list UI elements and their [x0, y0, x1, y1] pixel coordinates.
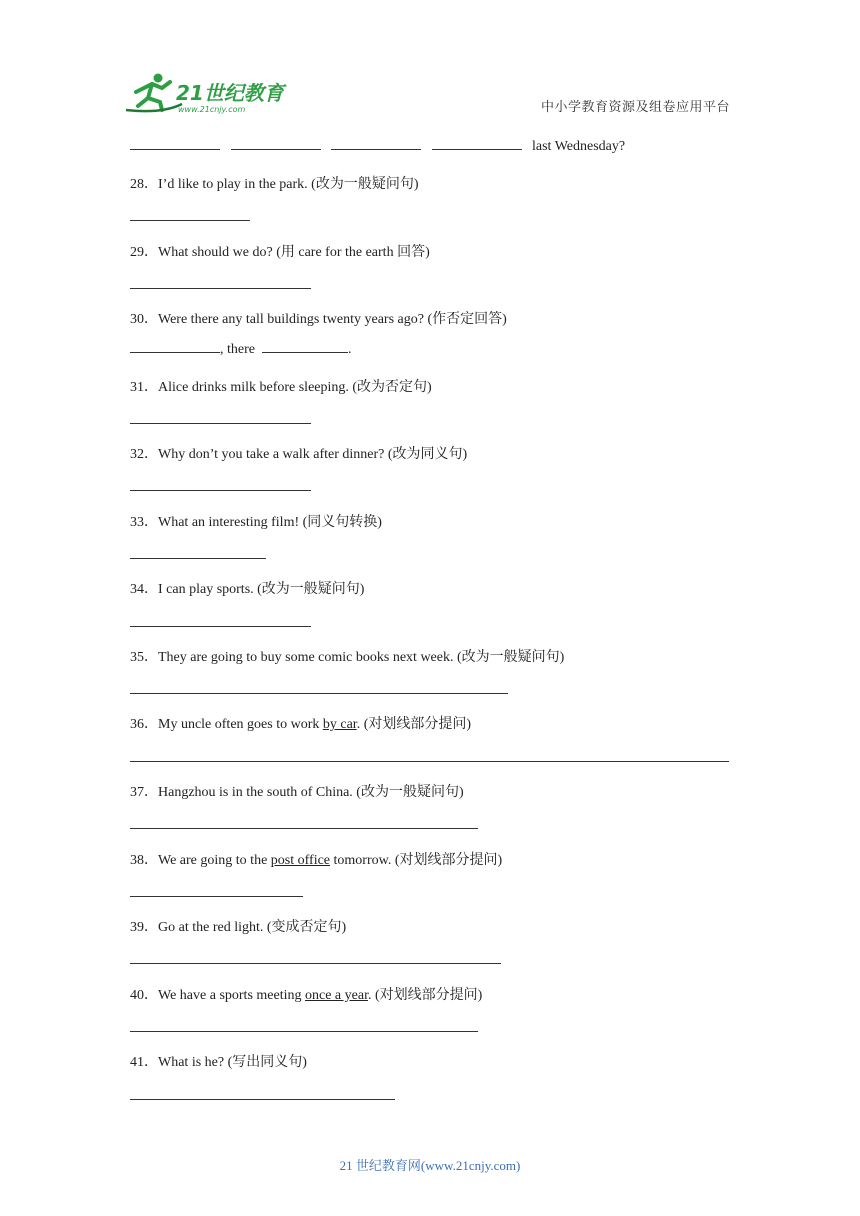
answer-blank[interactable]: [130, 148, 220, 150]
question-text: Alice drinks milk before sleeping. (改为否定句): [158, 380, 432, 395]
answer-line[interactable]: [130, 1031, 478, 1032]
answer-line[interactable]: [130, 761, 729, 762]
answer-line[interactable]: [130, 896, 303, 897]
question-33: [130, 511, 382, 531]
question-instruction: . (对划线部分提问): [367, 988, 483, 1003]
question-34: [130, 578, 364, 598]
answer-line[interactable]: [130, 626, 311, 627]
question-39: [130, 916, 346, 936]
question-36: [130, 713, 471, 733]
question-text: We have a sports meeting: [158, 988, 305, 1003]
question-31: [130, 376, 432, 396]
answer-line[interactable]: [130, 558, 266, 559]
question-number: 29．: [130, 245, 158, 260]
answer-blank[interactable]: [331, 148, 421, 150]
question-29: [130, 241, 430, 261]
site-logo: [122, 70, 292, 116]
question-number: 34．: [130, 582, 158, 597]
question-number: 38．: [130, 853, 158, 868]
question-28: [130, 173, 419, 193]
question-instruction: tomorrow. (对划线部分提问): [330, 853, 503, 868]
question-text: Why don’t you take a walk after dinner? (改为同义句): [158, 447, 468, 462]
question-text: Go at the red light. (变成否定句): [158, 920, 347, 935]
question-number: 39．: [130, 920, 158, 935]
q30-answer-line: [130, 342, 351, 358]
answer-line[interactable]: [130, 1099, 395, 1100]
answer-line[interactable]: [130, 423, 311, 424]
question-text: They are going to buy some comic books next week. (改为一般疑问句): [158, 650, 565, 665]
q30-end-text: .: [347, 342, 352, 357]
underlined-phrase: once a year: [305, 988, 368, 1003]
question-number: 35．: [130, 650, 158, 665]
question-instruction: . (对划线部分提问): [356, 717, 472, 732]
header-platform-text: 中小学教育资源及组卷应用平台: [540, 100, 730, 115]
question-number: 40．: [130, 988, 158, 1003]
question-32: [130, 443, 467, 463]
answer-line[interactable]: [130, 963, 501, 964]
question-37: [130, 781, 464, 801]
question-number: 36．: [130, 717, 158, 732]
page-footer: 21 世纪教育网(www.21cnjy.com): [339, 1158, 521, 1173]
answer-line[interactable]: [130, 220, 250, 221]
answer-blank[interactable]: [262, 351, 348, 353]
question-text: My uncle often goes to work: [158, 717, 323, 732]
q27-suffix: last Wednesday?: [532, 139, 626, 154]
question-text: I’d like to play in the park. (改为一般疑问句): [158, 177, 419, 192]
answer-blank[interactable]: [432, 148, 522, 150]
question-number: 30．: [130, 312, 158, 327]
answer-line[interactable]: [130, 828, 478, 829]
answer-line[interactable]: [130, 490, 311, 491]
question-30: [130, 308, 507, 328]
q30-middle-text: , there: [220, 342, 255, 357]
question-text: We are going to the: [158, 853, 271, 868]
question-number: 41．: [130, 1055, 158, 1070]
question-text: What an interesting film! (同义句转换): [158, 515, 382, 530]
answer-blank[interactable]: [130, 351, 220, 353]
underlined-phrase: post office: [270, 853, 331, 868]
underlined-phrase: by car: [322, 717, 357, 732]
question-text: What should we do? (用 care for the earth 回答): [158, 245, 430, 260]
question-number: 32．: [130, 447, 158, 462]
answer-line[interactable]: [130, 693, 508, 694]
question-41: [130, 1051, 307, 1071]
answer-line[interactable]: [130, 288, 311, 289]
question-text: Hangzhou is in the south of China. (改为一般疑问句): [158, 785, 464, 800]
svg-text:www.21cnjy.com: www.21cnjy.com: [178, 105, 246, 114]
question-text: Were there any tall buildings twenty years ago? (作否定回答): [158, 312, 507, 327]
question-number: 31．: [130, 380, 158, 395]
question-number: 37．: [130, 785, 158, 800]
question-number: 33．: [130, 515, 158, 530]
question-35: [130, 646, 564, 666]
q27-answer-line: [130, 139, 625, 155]
svg-text:21世纪教育: 21世纪教育: [176, 81, 284, 105]
question-number: 28．: [130, 177, 158, 192]
question-38: [130, 849, 502, 869]
question-text: What is he? (写出同义句): [158, 1055, 307, 1070]
question-40: [130, 984, 482, 1004]
answer-blank[interactable]: [231, 148, 321, 150]
question-text: I can play sports. (改为一般疑问句): [158, 582, 365, 597]
